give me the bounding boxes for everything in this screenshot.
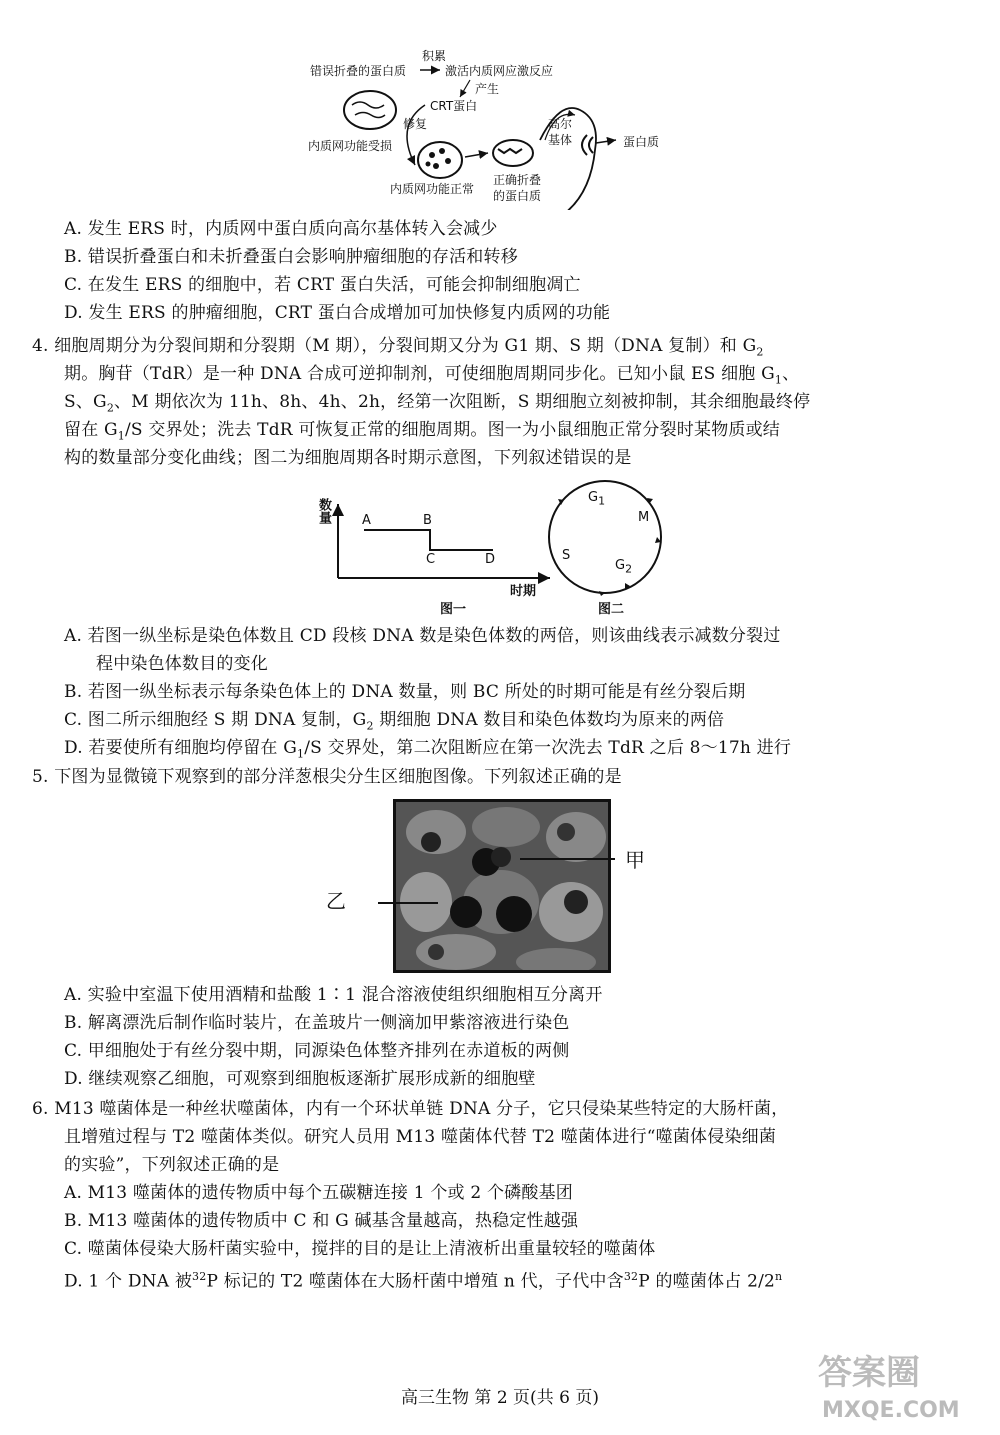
q6-stem-line1: 6. M13 噬菌体是一种丝状噬菌体，内有一个环状单链 DNA 分子，它只侵染某些特定的大肠杆菌，	[32, 1099, 789, 1119]
ers-label-er-damaged: 内质网功能受损	[308, 139, 393, 153]
fig1-xlabel: 时期	[510, 584, 537, 599]
q5-label-jia: 甲	[625, 848, 646, 872]
ers-label-golgi-1: 高尔	[548, 117, 573, 131]
ers-label-folded-1: 正确折叠	[493, 173, 542, 187]
q3-option-b: B. 错误折叠蛋白和未折叠蛋白会影响肿瘤细胞的存活和转移	[64, 247, 518, 267]
q5-option-d: D. 继续观察乙细胞，可观察到细胞板逐渐扩展形成新的细胞壁	[64, 1069, 536, 1089]
q5-option-a: A. 实验中室温下使用酒精和盐酸 1∶1 混合溶液使组织细胞相互分离开	[64, 985, 603, 1005]
fig2-caption: 图二	[598, 602, 625, 617]
ers-label-folded-2: 的蛋白质	[493, 189, 542, 203]
fig2-label-g2: $G_2$	[615, 558, 633, 576]
pointer-line-jia	[520, 858, 615, 860]
q5-label-yi: 乙	[326, 889, 347, 913]
ers-label-misfolded: 错误折叠的蛋白质	[310, 64, 407, 78]
ers-label-golgi-2: 基体	[548, 133, 573, 147]
fig2-label-m: M	[638, 510, 650, 525]
q3-option-d: D. 发生 ERS 的肿瘤细胞，CRT 蛋白合成增加可加快修复内质网的功能	[64, 303, 611, 323]
q4-option-d: D. 若要使所有细胞均停留在 $G_1/S$ 交界处，第二次阻断应在第一次洗去 TdR 之后 8～17h 进行	[64, 738, 792, 761]
microscope-image	[393, 799, 611, 973]
page-footer: 高三生物 第 2 页(共 6 页)	[401, 1388, 599, 1408]
q5-option-b: B. 解离漂洗后制作临时装片，在盖玻片一侧滴加甲紫溶液进行染色	[64, 1013, 570, 1033]
fig2-label-s: S	[562, 548, 571, 563]
microscope-image-texture	[396, 802, 608, 970]
ers-label-er-normal: 内质网功能正常	[390, 182, 475, 196]
watermark-url: MXQE.COM	[822, 1398, 960, 1423]
q6-option-a: A. M13 噬菌体的遗传物质中每个五碳糖连接 1 个或 2 个磷酸基团	[64, 1183, 573, 1203]
q6-stem-line3: 的实验”，下列叙述正确的是	[64, 1155, 280, 1175]
q4-figure-1	[300, 490, 570, 620]
q6-option-d: D. 1 个 DNA 被$^{32}$P 标记的 T2 噬菌体在大肠杆菌中增殖 n 代，子代中含$^{32}$P 的噬菌体占 2/2$^n$	[64, 1270, 783, 1292]
q6-option-c: C. 噬菌体侵染大肠杆菌实验中，搅拌的目的是让上清液析出重量较轻的噬菌体	[64, 1239, 656, 1259]
q4-stem-line5: 构的数量部分变化曲线；图二为细胞周期各时期示意图，下列叙述错误的是	[64, 448, 632, 468]
ers-label-crt: CRT蛋白	[430, 99, 478, 113]
q4-figure-2	[540, 480, 680, 620]
fig1-point-d: D	[485, 552, 496, 567]
q3-option-c: C. 在发生 ERS 的细胞中，若 CRT 蛋白失活，可能会抑制细胞凋亡	[64, 275, 581, 295]
watermark-logo: 答案圈	[818, 1353, 920, 1393]
q4-stem-line4: 留在 $G_1/S$ 交界处；洗去 TdR 可恢复正常的细胞周期。图一为小鼠细胞正常分裂时某物质或结	[64, 420, 781, 443]
ers-label-accumulate: 积累	[422, 49, 447, 63]
ers-diagram	[300, 45, 700, 210]
pointer-line-yi	[378, 902, 438, 904]
fig1-point-a: A	[362, 513, 371, 528]
fig2-label-g1: $G_1$	[588, 490, 606, 508]
q4-option-c: C. 图二所示细胞经 S 期 DNA 复制，$G_2$ 期细胞 DNA 数目和染色体数均为原来的两倍	[64, 710, 725, 733]
fig1-caption: 图一	[440, 602, 467, 617]
q4-stem-line1: 4. 细胞周期分为分裂间期和分裂期（M 期），分裂间期又分为 G1 期、S 期（DNA 复制）和 $G_2$	[32, 336, 764, 359]
q4-stem-line2: 期。胸苷（TdR）是一种 DNA 合成可逆抑制剂，可使细胞周期同步化。已知小鼠 ES 细胞 $G_1$、	[64, 364, 800, 387]
fig1-point-b: B	[423, 513, 432, 528]
q4-option-a-line1: A. 若图一纵坐标是染色体数且 CD 段核 DNA 数是染色体数的两倍，则该曲线表示减数分裂过	[64, 626, 781, 646]
q6-stem-line2: 且增殖过程与 T2 噬菌体类似。研究人员用 M13 噬菌体代替 T2 噬菌体进行“噬菌体侵染细菌	[64, 1127, 777, 1147]
q5-option-c: C. 甲细胞处于有丝分裂中期，同源染色体整齐排列在赤道板的两侧	[64, 1041, 570, 1061]
q4-option-a-line2: 程中染色体数目的变化	[96, 654, 268, 674]
q4-stem-line3: S、$G_2$、M 期依次为 11h、8h、4h、2h，经第一次阻断，S 期细胞立刻被抑制，其余细胞最终停	[64, 392, 811, 415]
ers-label-protein: 蛋白质	[623, 135, 660, 149]
q6-option-b: B. M13 噬菌体的遗传物质中 C 和 G 碱基含量越高，热稳定性越强	[64, 1211, 579, 1231]
q4-option-b: B. 若图一纵坐标表示每条染色体上的 DNA 数量，则 BC 所处的时期可能是有丝分裂后期	[64, 682, 746, 702]
ers-label-activate: 激活内质网应激反应	[445, 64, 554, 78]
ers-label-produce: 产生	[475, 82, 500, 96]
fig1-point-c: C	[426, 552, 436, 567]
q3-option-a: A. 发生 ERS 时，内质网中蛋白质向高尔基体转入会减少	[64, 219, 498, 239]
ers-label-repair: 修复	[403, 117, 428, 131]
q4-figure-2-shapes	[540, 480, 680, 600]
q5-stem: 5. 下图为显微镜下观察到的部分洋葱根尖分生区细胞图像。下列叙述正确的是	[32, 767, 622, 787]
fig1-ylabel: 数量	[316, 498, 331, 524]
